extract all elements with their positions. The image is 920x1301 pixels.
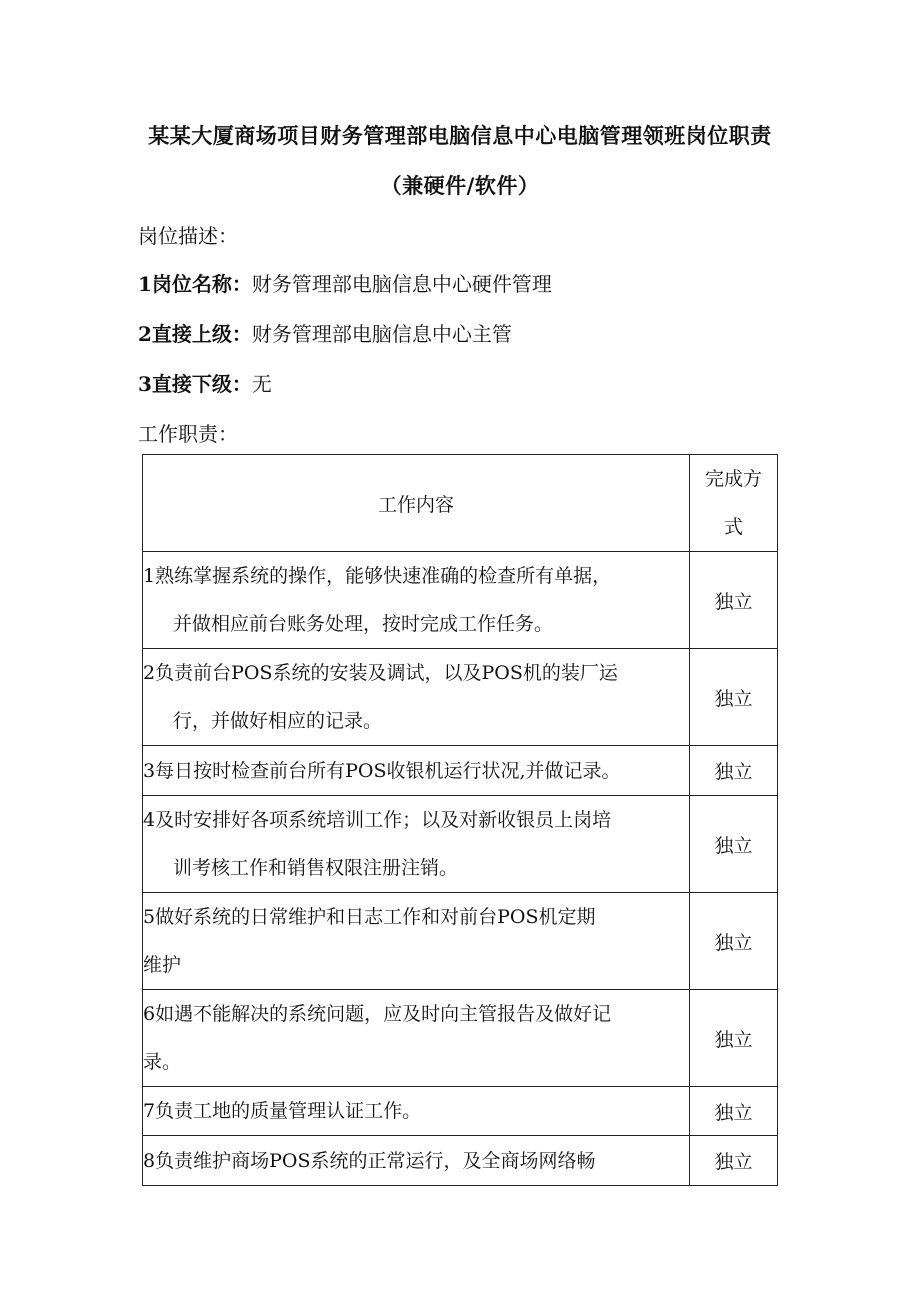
position-name-label: 1岗位名称： <box>138 272 252 296</box>
direct-subordinate-value: 无 <box>251 372 272 396</box>
duty-content <box>143 1136 690 1186</box>
header-mode-line2: 式 <box>723 516 743 538</box>
duty-content <box>143 649 690 746</box>
duty-content <box>143 796 690 893</box>
direct-subordinate-line <box>138 368 272 397</box>
duty-mode: 独立 <box>690 649 778 746</box>
duty-line2: 并做相应前台账务处理，按时完成工作任务。 <box>173 613 554 635</box>
position-name-value: 财务管理部电脑信息中心硬件管理 <box>251 272 552 296</box>
document-title: 某某大厦商场项目财务管理部电脑信息中心电脑管理领班岗位职责 <box>148 124 772 148</box>
duty-line2: 录。 <box>143 1051 182 1073</box>
table-row <box>143 1136 778 1186</box>
duty-content <box>143 1087 690 1136</box>
duty-mode: 独立 <box>690 552 778 649</box>
duty-content <box>143 552 690 649</box>
duty-line2: 维护 <box>143 954 182 976</box>
duty-line1: 7负责工地的质量管理认证工作。 <box>143 1100 422 1122</box>
table-row <box>143 746 778 796</box>
table-row <box>143 649 778 746</box>
duty-content <box>143 746 690 796</box>
duty-content <box>143 893 690 990</box>
duty-line1: 4及时安排好各项系统培训工作；以及对新收银员上岗培 <box>143 809 612 831</box>
table-row <box>143 552 778 649</box>
table-header-row <box>143 455 778 552</box>
description-heading: 岗位描述： <box>138 224 238 248</box>
table-row <box>143 796 778 893</box>
duty-line1: 6如遇不能解决的系统问题，应及时向主管报告及做好记 <box>143 1003 612 1025</box>
duty-line2: 训考核工作和销售权限注册注销。 <box>173 857 459 879</box>
table-row <box>143 990 778 1087</box>
duty-mode: 独立 <box>690 746 778 796</box>
duty-mode: 独立 <box>690 796 778 893</box>
table-row <box>143 1087 778 1136</box>
direct-superior-label: 2直接上级： <box>138 322 252 346</box>
duty-line2: 行，并做好相应的记录。 <box>173 710 383 732</box>
duty-line1: 2负责前台POS系统的安装及调试，以及POS机的装厂运 <box>143 662 618 684</box>
direct-subordinate-label: 3直接下级： <box>138 372 252 396</box>
document-subtitle: （兼硬件/软件） <box>380 174 540 198</box>
duty-mode: 独立 <box>690 1136 778 1186</box>
duty-line1: 5做好系统的日常维护和日志工作和对前台POS机定期 <box>143 906 596 928</box>
direct-superior-value: 财务管理部电脑信息中心主管 <box>251 322 512 346</box>
duty-content <box>143 990 690 1087</box>
duty-mode: 独立 <box>690 1087 778 1136</box>
duties-heading: 工作职责： <box>138 422 238 446</box>
duty-mode: 独立 <box>690 893 778 990</box>
duties-table <box>142 454 778 1186</box>
duty-line1: 8负责维护商场POS系统的正常运行，及全商场网络畅 <box>143 1149 596 1172</box>
duty-mode: 独立 <box>690 990 778 1087</box>
header-work-content: 工作内容 <box>143 455 690 552</box>
header-completion-mode <box>690 455 778 552</box>
duty-line1: 1熟练掌握系统的操作，能够快速准确的检查所有单据， <box>143 565 612 587</box>
direct-superior-line <box>138 318 512 347</box>
table-row <box>143 893 778 990</box>
duty-line1: 3每日按时检查前台所有POS收银机运行状况,并做记录。 <box>143 759 621 782</box>
header-mode-line1: 完成方 <box>704 468 762 490</box>
position-name-line <box>138 268 552 297</box>
